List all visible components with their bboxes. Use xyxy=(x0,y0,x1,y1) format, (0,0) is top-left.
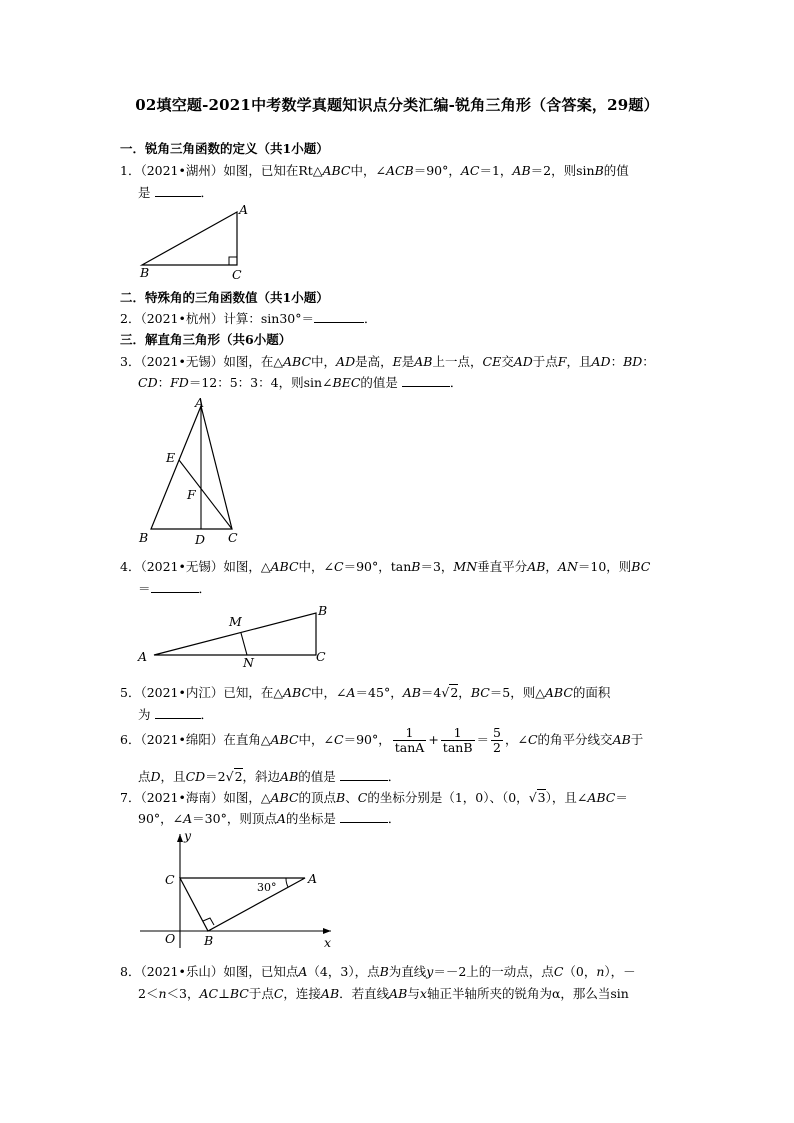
question-3-line-2: CD：FD＝12：5：3：4，则sin∠BEC的值是 ． xyxy=(138,375,463,390)
question-1-line-1: 1．（2021•湖州）如图，已知在Rt△ABC中，∠ACB＝90°，AC＝1，AB＝2，则sinB的值 xyxy=(120,163,629,178)
triangle-abc xyxy=(151,406,232,529)
label-m: M xyxy=(229,614,242,629)
label-c: C xyxy=(232,267,242,282)
question-8-line-1: 8．（2021•乐山）如图，已知点A（4，3），点B为直线y＝－2上的一动点，点C（0，n），－ xyxy=(120,964,636,979)
answer-blank[interactable] xyxy=(155,184,201,197)
question-4-line-2: ＝ ． xyxy=(138,581,212,596)
label-b: B xyxy=(139,530,149,545)
question-8-line-2: 2＜n＜3，AC⊥BC于点C，连接AB．若直线AB与x轴正半轴所夹的锐角为α，那么当sin xyxy=(138,986,629,1001)
triangle-abc xyxy=(180,878,305,931)
label-a: A xyxy=(195,395,205,410)
x-axis-arrow xyxy=(323,928,331,934)
label-e: E xyxy=(166,450,176,465)
question-4-line-1: 4．（2021•无锡）如图，△ABC中，∠C＝90°，tanB＝3，MN垂直平分AB，AN＝10，则BC xyxy=(120,559,651,574)
answer-blank[interactable] xyxy=(340,810,388,823)
label-a: A xyxy=(138,649,148,664)
label-a: A xyxy=(308,871,318,886)
label-f: F xyxy=(187,487,196,502)
perpendicular-bisector-mn xyxy=(241,633,247,655)
question-6-line-2: 点D，且CD＝2√2，斜边AB的值是 ． xyxy=(138,769,401,784)
section-heading: 二．特殊角的三角函数值（共1小题） xyxy=(120,290,329,305)
y-axis-arrow xyxy=(177,834,183,842)
question-3-line-1: 3．（2021•无锡）如图，在△ABC中，AD是高，E是AB上一点，CE交AD于点F，且AD：BD： xyxy=(120,354,655,369)
question-3-figure xyxy=(135,392,255,550)
right-angle-mark xyxy=(229,257,237,265)
question-7-line-2: 90°，∠A＝30°，则顶点A的坐标是 ． xyxy=(138,811,401,826)
label-b: B xyxy=(318,603,328,618)
label-c: C xyxy=(316,649,326,664)
angle-arc xyxy=(286,878,288,887)
question-7-line-1: 7．（2021•海南）如图，△ABC的顶点B、C的坐标分别是（1，0）、（0，√3），且∠ABC＝ xyxy=(120,790,628,805)
section-heading: 一．锐角三角函数的定义（共1小题） xyxy=(120,141,329,156)
answer-blank[interactable] xyxy=(155,706,201,719)
angle-label: 30° xyxy=(257,881,277,894)
label-c: C xyxy=(228,530,238,545)
label-a: A xyxy=(239,202,249,217)
fraction: $\frac{1}{\tan B}$ xyxy=(442,725,473,755)
label-x: x xyxy=(324,935,332,950)
answer-blank[interactable] xyxy=(151,580,199,593)
label-b: B xyxy=(140,265,150,280)
question-2: 2．（2021•杭州）计算：sin30°＝ ． xyxy=(120,311,377,326)
label-n: N xyxy=(243,655,254,670)
question-4-figure xyxy=(134,600,339,672)
label-y: y xyxy=(184,828,192,843)
page-title: 02填空题-2021中考数学真题知识点分类汇编-锐角三角形（含答案，29题） xyxy=(135,96,659,114)
label-d: D xyxy=(195,532,206,547)
question-1-figure xyxy=(130,200,260,282)
label-c: C xyxy=(165,872,175,887)
fraction: $\frac{1}{\tan A}$ xyxy=(394,725,425,755)
answer-blank[interactable] xyxy=(340,768,388,781)
label-b: B xyxy=(204,933,214,948)
question-7-figure xyxy=(140,830,345,955)
triangle-abc xyxy=(142,212,237,265)
label-o: O xyxy=(165,931,176,946)
question-5-line-1: 5．（2021•内江）已知，在△ABC中，∠A＝45°，AB＝4√2，BC＝5，则△ABC的面积 xyxy=(120,685,611,700)
section-heading: 三．解直角三角形（共6小题） xyxy=(120,332,292,347)
answer-blank[interactable] xyxy=(314,310,364,323)
fraction: $\frac{5}{2}$ xyxy=(493,725,501,755)
question-5-line-2: 为 ． xyxy=(138,707,214,722)
question-1-line-2: 是 ． xyxy=(138,185,214,200)
question-6-line-1: 6．（2021•绵阳）在直角△ABC中，∠C＝90°， $\frac{1}{\tan A}$ + $\frac{1}{\tan B}$ ＝ $\frac{5}{2}$ ，∠C的角平分线交AB于 xyxy=(120,725,644,755)
answer-blank[interactable] xyxy=(402,374,450,387)
